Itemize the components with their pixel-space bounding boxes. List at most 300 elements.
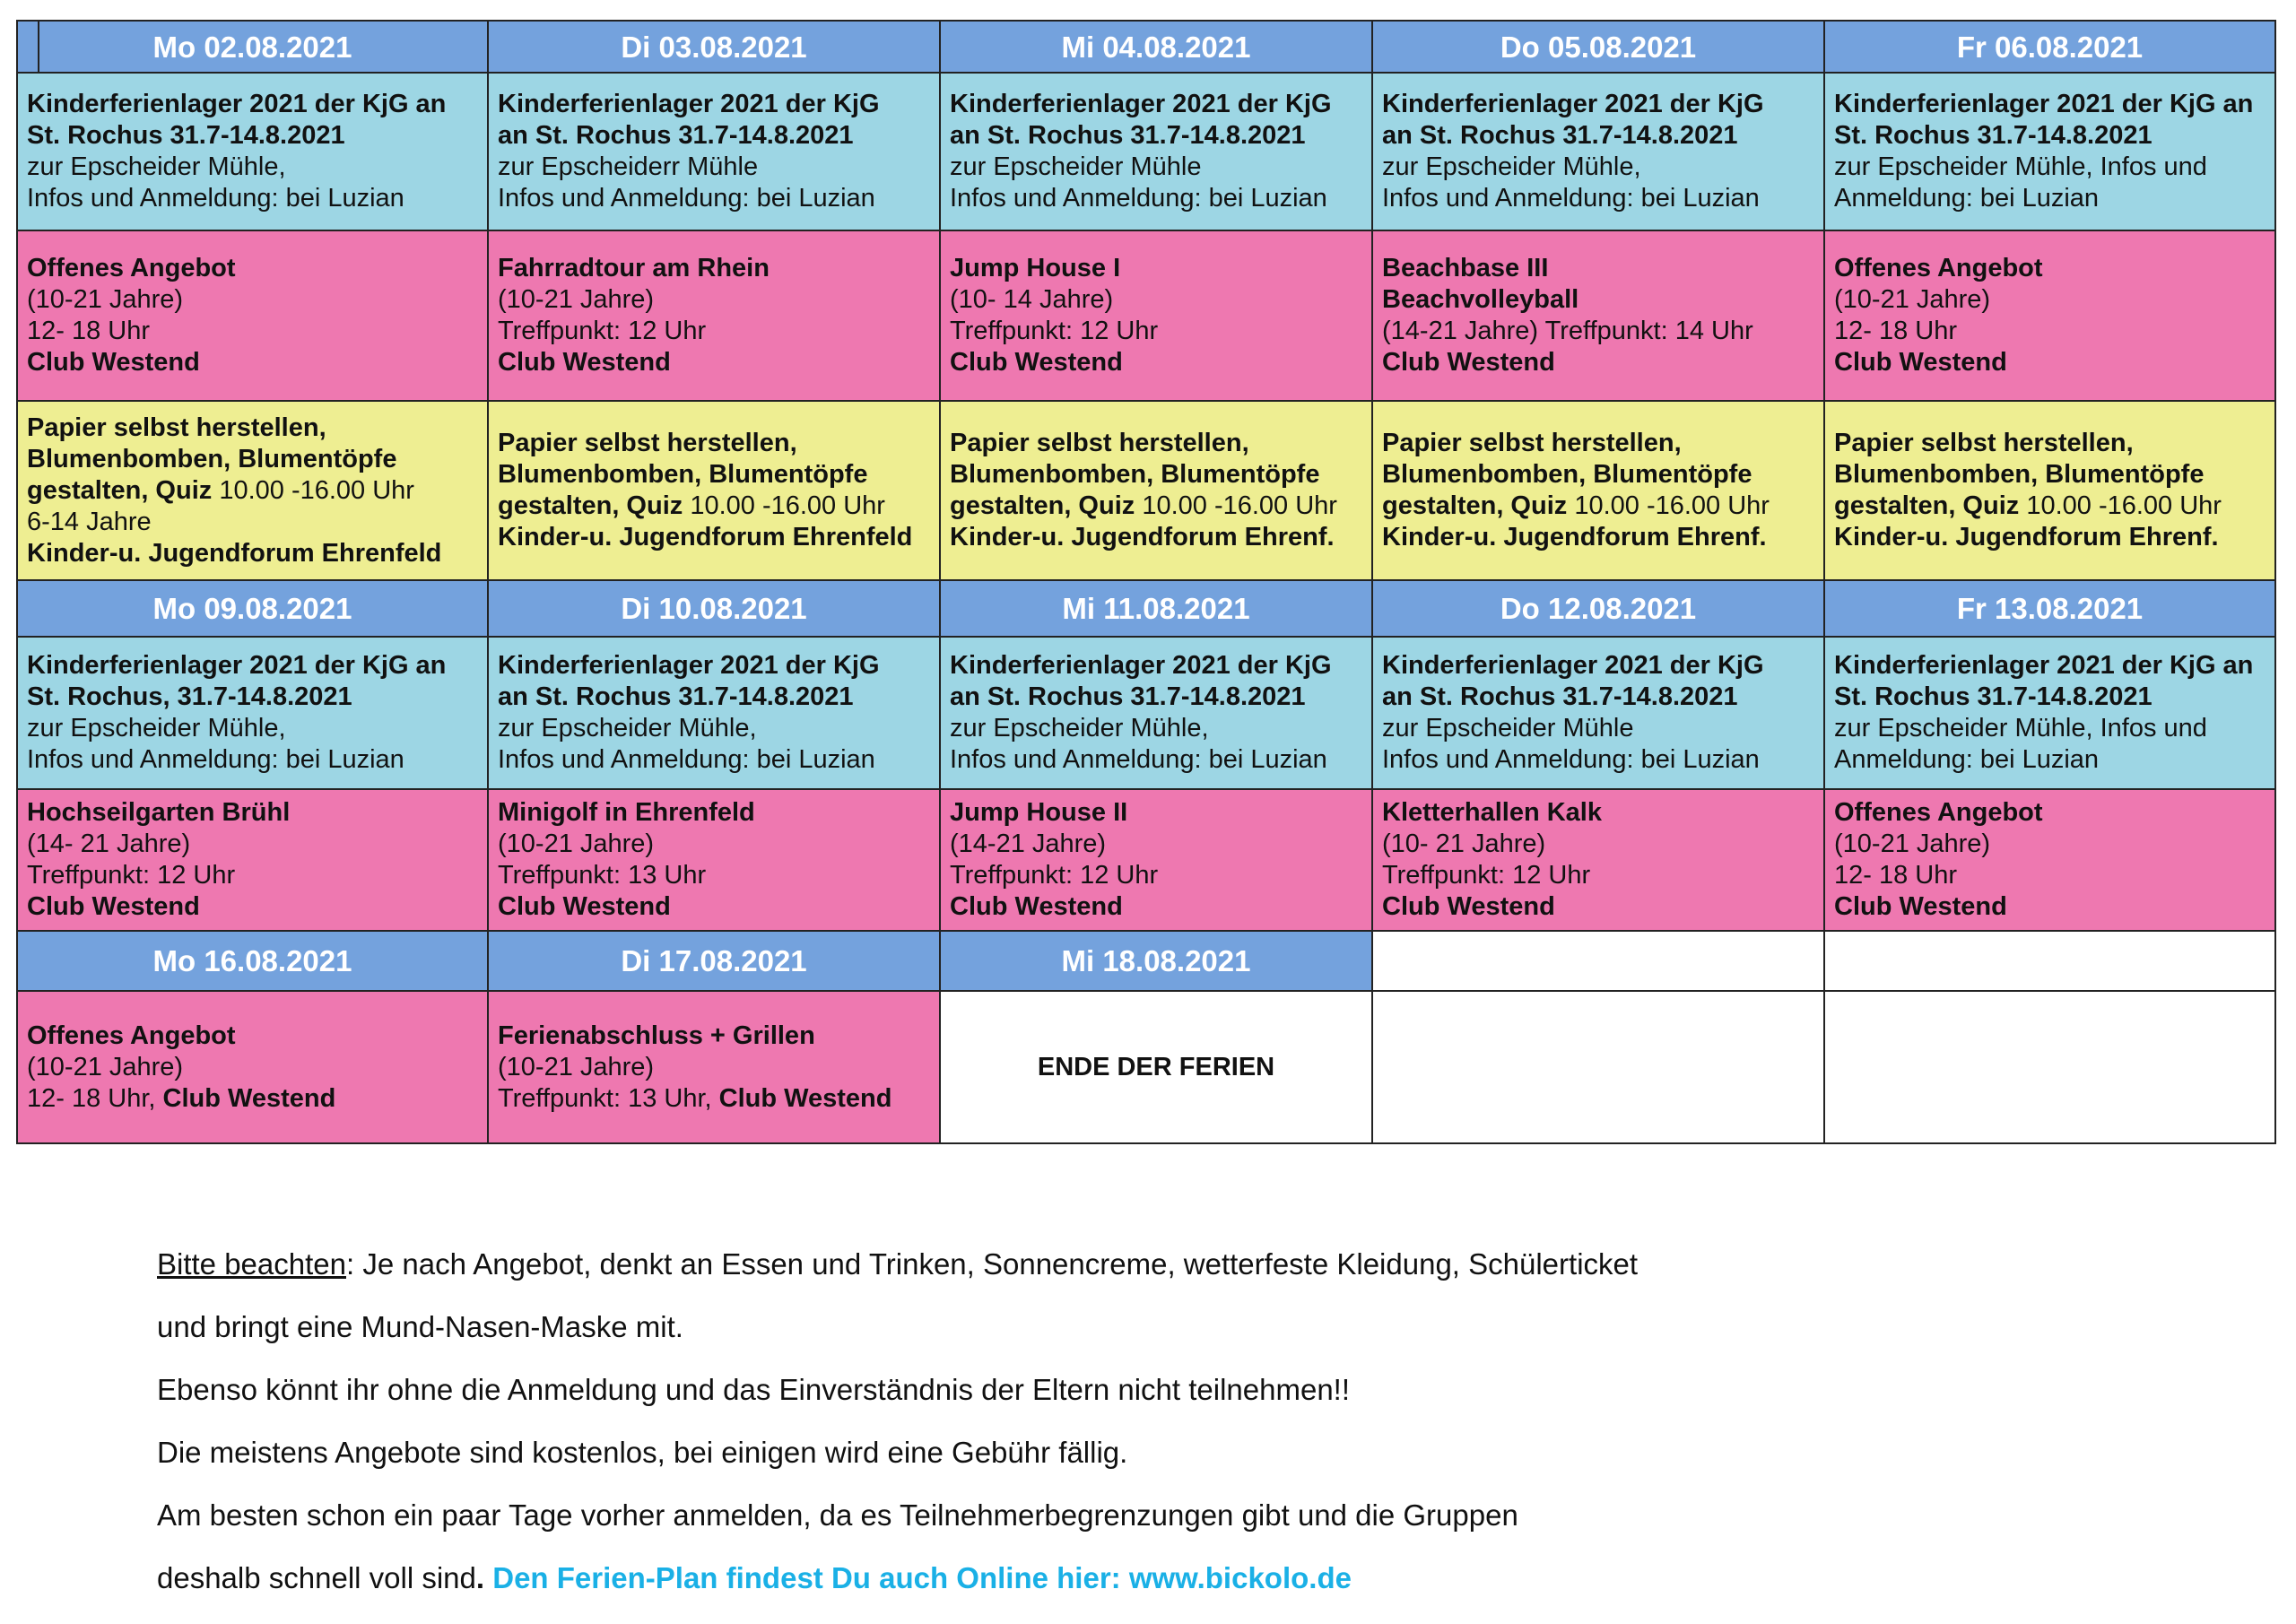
activity-text: Hochseilgarten Brühl xyxy=(27,798,291,827)
activity-line xyxy=(1834,89,2266,120)
activity-cell xyxy=(940,73,1372,230)
activity-line xyxy=(27,444,478,475)
activity-line xyxy=(1382,183,1814,214)
activity-line xyxy=(27,538,478,569)
activity-text: (10-21 Jahre) xyxy=(498,829,655,858)
empty-header-cell xyxy=(1824,931,2275,991)
activity-line xyxy=(27,860,478,891)
activity-text: Blumenbomben, Blumentöpfe xyxy=(498,460,868,489)
activity-text: Infos und Anmeldung: bei Luzian xyxy=(27,745,404,774)
activity-text: Offenes Angebot xyxy=(27,1020,236,1050)
activity-cell xyxy=(1824,789,2275,931)
activity-text: 6-14 Jahre xyxy=(27,507,152,536)
activity-cell xyxy=(488,230,940,401)
activity-line xyxy=(1834,650,2266,682)
activity-line xyxy=(950,744,1362,776)
activity-text: Infos und Anmeldung: bei Luzian xyxy=(498,745,875,774)
activity-line xyxy=(1382,120,1814,152)
activity-line xyxy=(27,316,478,347)
activity-text: Beachbase III xyxy=(1382,254,1549,282)
activity-text: Blumenbomben, Blumentöpfe xyxy=(27,444,397,473)
activity-line xyxy=(950,522,1362,553)
activity-cell xyxy=(1372,230,1824,401)
activity-text: Infos und Anmeldung: bei Luzian xyxy=(950,184,1327,213)
activity-text: (10-21 Jahre) xyxy=(1834,829,1991,858)
activity-cell xyxy=(488,401,940,580)
activity-text: an St. Rochus 31.7-14.8.2021 xyxy=(1382,682,1738,711)
activity-text: Fahrradtour am Rhein xyxy=(498,254,770,282)
activity-text: Offenes Angebot xyxy=(1834,254,2043,282)
activity-line xyxy=(498,744,930,776)
note-line-5: Am besten schon ein paar Tage vorher anmelden, da es Teilnehmerbegrenzungen gibt und die Gruppen xyxy=(157,1498,1518,1532)
activity-row xyxy=(17,401,2275,580)
empty-header-cell xyxy=(1372,931,1824,991)
activity-cell xyxy=(488,991,940,1143)
note-line-1 xyxy=(157,1233,2220,1296)
activity-line xyxy=(498,1083,930,1115)
activity-text: Treffpunkt: 12 Uhr xyxy=(950,861,1159,890)
activity-line xyxy=(1382,650,1814,682)
activity-line xyxy=(27,413,478,444)
activity-location: Club Westend xyxy=(155,1083,336,1113)
activity-line xyxy=(950,428,1362,459)
day-header xyxy=(1372,580,1824,637)
activity-line xyxy=(498,829,930,860)
activity-line xyxy=(1382,829,1814,860)
activity-line xyxy=(498,152,930,183)
activity-line xyxy=(1834,253,2266,284)
day-header xyxy=(17,21,488,73)
activity-cell xyxy=(1372,637,1824,789)
activity-text: Blumenbomben, Blumentöpfe xyxy=(1382,460,1752,489)
activity-line xyxy=(950,860,1362,891)
activity-text: Kinder-u. Jugendforum Ehrenfeld xyxy=(27,538,442,568)
empty-cell xyxy=(1372,991,1824,1143)
activity-cell xyxy=(17,230,488,401)
activity-text: Club Westend xyxy=(27,892,200,921)
week-header-row xyxy=(17,21,2275,73)
activity-time: 10.00 -16.00 Uhr xyxy=(683,491,885,520)
activity-line xyxy=(1382,522,1814,553)
activity-text: gestalten, Quiz xyxy=(27,475,213,505)
activity-text: an St. Rochus 31.7-14.8.2021 xyxy=(498,121,854,150)
activity-text: Club Westend xyxy=(1834,348,2007,377)
activity-line xyxy=(27,1052,478,1083)
activity-line xyxy=(1382,860,1814,891)
activity-text: (10-21 Jahre) xyxy=(27,285,184,314)
activity-text: zur Epscheiderr Mühle xyxy=(498,152,759,181)
activity-line xyxy=(27,183,478,214)
activity-text: 12- 18 Uhr xyxy=(1834,861,1958,890)
activity-text: Treffpunkt: 12 Uhr xyxy=(950,317,1159,345)
day-header xyxy=(1824,21,2275,73)
activity-cell xyxy=(17,401,488,580)
activity-text: Papier selbst herstellen, xyxy=(1834,429,2134,457)
activity-line xyxy=(950,1052,1362,1083)
activity-line xyxy=(1382,347,1814,378)
activity-line xyxy=(950,89,1362,120)
activity-text: Papier selbst herstellen, xyxy=(950,429,1249,457)
activity-line xyxy=(950,253,1362,284)
activity-line xyxy=(27,891,478,923)
activity-text: gestalten, Quiz xyxy=(1382,491,1568,520)
activity-line xyxy=(1834,860,2266,891)
day-header-label: Mo 16.08.2021 xyxy=(152,944,352,977)
activity-line xyxy=(950,120,1362,152)
activity-line xyxy=(1834,152,2266,183)
activity-text: Club Westend xyxy=(27,348,200,377)
activity-line xyxy=(950,713,1362,744)
activity-text: St. Rochus 31.7-14.8.2021 xyxy=(1834,121,2152,150)
activity-text: zur Epscheider Mühle, Infos und xyxy=(1834,714,2207,743)
activity-text: zur Epscheider Mühle, xyxy=(27,152,286,181)
activity-line xyxy=(498,89,930,120)
day-header-label: Di 17.08.2021 xyxy=(621,944,807,977)
activity-text: an St. Rochus 31.7-14.8.2021 xyxy=(950,121,1306,150)
day-header xyxy=(17,580,488,637)
activity-line xyxy=(1382,713,1814,744)
day-header-label: Mi 18.08.2021 xyxy=(1061,944,1251,977)
activity-location: Club Westend xyxy=(711,1083,892,1113)
day-header xyxy=(1372,21,1824,73)
activity-line xyxy=(498,1020,930,1052)
day-header xyxy=(488,931,940,991)
week-header-row xyxy=(17,580,2275,637)
activity-text: Club Westend xyxy=(498,348,671,377)
activity-text: Kinderferienlager 2021 der KjG xyxy=(950,651,1332,680)
activity-text: Infos und Anmeldung: bei Luzian xyxy=(1382,184,1760,213)
activity-line xyxy=(498,459,930,491)
activity-line xyxy=(1834,744,2266,776)
activity-text: Anmeldung: bei Luzian xyxy=(1834,184,2100,213)
activity-text: (14-21 Jahre) Treffpunkt: 14 Uhr xyxy=(1382,317,1753,345)
activity-line xyxy=(950,347,1362,378)
activity-text: Club Westend xyxy=(498,892,671,921)
activity-line xyxy=(950,829,1362,860)
activity-line xyxy=(27,682,478,713)
activity-text: Kinderferienlager 2021 der KjG xyxy=(1382,651,1764,680)
activity-line xyxy=(498,316,930,347)
day-header xyxy=(1824,580,2275,637)
activity-text: Blumenbomben, Blumentöpfe xyxy=(950,460,1320,489)
activity-text: Minigolf in Ehrenfeld xyxy=(498,798,755,827)
activity-line xyxy=(1382,253,1814,284)
activity-text: ENDE DER FERIEN xyxy=(1037,1052,1275,1081)
activity-line xyxy=(1382,459,1814,491)
activity-text: zur Epscheider Mühle, xyxy=(950,714,1209,743)
activity-line xyxy=(27,650,478,682)
day-header-label: Do 12.08.2021 xyxy=(1500,592,1697,625)
activity-line xyxy=(1834,713,2266,744)
activity-text: (10- 14 Jahre) xyxy=(950,285,1114,314)
activity-line xyxy=(498,682,930,713)
activity-line xyxy=(498,891,930,923)
activity-text: zur Epscheider Mühle, xyxy=(498,714,757,743)
activity-text: Infos und Anmeldung: bei Luzian xyxy=(950,745,1327,774)
activity-text: 12- 18 Uhr, xyxy=(27,1083,156,1113)
activity-text: Papier selbst herstellen, xyxy=(27,413,326,442)
activity-text: (10- 21 Jahre) xyxy=(1382,829,1546,858)
activity-cell xyxy=(940,637,1372,789)
activity-line xyxy=(1834,522,2266,553)
activity-time: 10.00 -16.00 Uhr xyxy=(1567,491,1770,520)
activity-line xyxy=(498,650,930,682)
day-header-label: Fr 06.08.2021 xyxy=(1956,30,2144,64)
activity-line xyxy=(27,507,478,538)
activity-cell xyxy=(1824,637,2275,789)
activity-line xyxy=(498,284,930,316)
day-header xyxy=(488,21,940,73)
activity-cell xyxy=(1824,401,2275,580)
activity-text: Infos und Anmeldung: bei Luzian xyxy=(498,184,875,213)
activity-text: Treffpunkt: 12 Uhr xyxy=(27,861,236,890)
activity-text: an St. Rochus 31.7-14.8.2021 xyxy=(1382,121,1738,150)
activity-text: Jump House I xyxy=(950,254,1121,282)
activity-time: 10.00 -16.00 Uhr xyxy=(2019,491,2222,520)
note-line-1-text: : Je nach Angebot, denkt an Essen und Trinken, Sonnencreme, wetterfeste Kleidung, Schülerticket xyxy=(346,1247,1639,1281)
activity-text: St. Rochus 31.7-14.8.2021 xyxy=(27,121,345,150)
activity-text: St. Rochus, 31.7-14.8.2021 xyxy=(27,682,352,711)
activity-row xyxy=(17,230,2275,401)
activity-text: zur Epscheider Mühle, xyxy=(1382,152,1641,181)
notes-section xyxy=(157,1233,2220,1610)
activity-text: Kinderferienlager 2021 der KjG an xyxy=(1834,651,2254,680)
day-header-label: Mo 09.08.2021 xyxy=(152,592,352,625)
activity-cell xyxy=(940,401,1372,580)
activity-row xyxy=(17,637,2275,789)
activity-text: Beachvolleyball xyxy=(1382,285,1579,314)
activity-text: gestalten, Quiz xyxy=(950,491,1135,520)
activity-text: Treffpunkt: 12 Uhr xyxy=(498,317,707,345)
activity-line xyxy=(1834,459,2266,491)
activity-text: Club Westend xyxy=(1382,892,1555,921)
activity-line xyxy=(1834,797,2266,829)
activity-text: (10-21 Jahre) xyxy=(498,1052,655,1081)
activity-text: Club Westend xyxy=(950,892,1123,921)
activity-line xyxy=(950,797,1362,829)
activity-line xyxy=(950,682,1362,713)
activity-cell xyxy=(488,73,940,230)
activity-text: Club Westend xyxy=(1382,348,1555,377)
activity-line xyxy=(498,713,930,744)
activity-text: Club Westend xyxy=(1834,892,2007,921)
activity-text: zur Epscheider Mühle, xyxy=(27,714,286,743)
activity-line xyxy=(27,152,478,183)
activity-text: 12- 18 Uhr xyxy=(1834,317,1958,345)
activity-cell xyxy=(940,789,1372,931)
note-label: Bitte beachten xyxy=(157,1247,346,1281)
activity-text: an St. Rochus 31.7-14.8.2021 xyxy=(950,682,1306,711)
activity-line xyxy=(498,491,930,522)
header-divider xyxy=(38,22,39,72)
activity-line xyxy=(498,522,930,553)
activity-line xyxy=(27,1020,478,1052)
activity-row xyxy=(17,789,2275,931)
day-header xyxy=(17,931,488,991)
activity-line xyxy=(950,284,1362,316)
activity-row xyxy=(17,991,2275,1143)
activity-text: Jump House II xyxy=(950,798,1128,827)
day-header-label: Mi 11.08.2021 xyxy=(1062,592,1250,625)
activity-line xyxy=(498,253,930,284)
note-line-4: Die meistens Angebote sind kostenlos, bei einigen wird eine Gebühr fällig. xyxy=(157,1436,1128,1469)
activity-line xyxy=(1382,491,1814,522)
activity-line xyxy=(498,428,930,459)
activity-line xyxy=(27,347,478,378)
activity-cell xyxy=(940,230,1372,401)
activity-cell xyxy=(1824,73,2275,230)
day-header-label: Fr 13.08.2021 xyxy=(1956,592,2144,625)
activity-line xyxy=(27,1083,478,1115)
activity-line xyxy=(1382,428,1814,459)
activity-text: (10-21 Jahre) xyxy=(498,285,655,314)
activity-cell xyxy=(17,789,488,931)
activity-line xyxy=(498,797,930,829)
day-header xyxy=(488,580,940,637)
activity-text: Kinderferienlager 2021 der KjG xyxy=(498,651,880,680)
activity-line xyxy=(1834,120,2266,152)
note-line-6-dot: . xyxy=(475,1561,485,1594)
activity-text: gestalten, Quiz xyxy=(498,491,683,520)
activity-line xyxy=(27,253,478,284)
activity-line xyxy=(950,183,1362,214)
day-header-label: Di 10.08.2021 xyxy=(621,592,807,625)
activity-text: an St. Rochus 31.7-14.8.2021 xyxy=(498,682,854,711)
activity-text: Kinderferienlager 2021 der KjG xyxy=(950,90,1332,118)
activity-cell xyxy=(1372,401,1824,580)
activity-text: Blumenbomben, Blumentöpfe xyxy=(1834,460,2205,489)
activity-line xyxy=(498,347,930,378)
activity-text: Kinderferienlager 2021 der KjG an xyxy=(27,651,447,680)
activity-text: zur Epscheider Mühle xyxy=(1382,714,1634,743)
activity-line xyxy=(1382,891,1814,923)
activity-line xyxy=(27,744,478,776)
activity-line xyxy=(27,829,478,860)
website-link[interactable]: Den Ferien-Plan findest Du auch Online hier: www.bickolo.de xyxy=(484,1561,1352,1594)
activity-line xyxy=(1382,797,1814,829)
activity-text: (10-21 Jahre) xyxy=(1834,285,1991,314)
activity-text: Kletterhallen Kalk xyxy=(1382,798,1602,827)
activity-text: zur Epscheider Mühle, Infos und xyxy=(1834,152,2207,181)
day-header-label: Di 03.08.2021 xyxy=(621,30,807,64)
activity-text: Kinder-u. Jugendforum Ehrenf. xyxy=(1834,523,2219,551)
activity-line xyxy=(1834,316,2266,347)
schedule-body xyxy=(17,21,2275,1143)
activity-line xyxy=(498,120,930,152)
activity-line xyxy=(1382,152,1814,183)
activity-cell xyxy=(1372,73,1824,230)
activity-cell xyxy=(1372,789,1824,931)
empty-cell xyxy=(1824,991,2275,1143)
activity-cell xyxy=(17,73,488,230)
day-header xyxy=(940,931,1372,991)
activity-text: Kinder-u. Jugendforum Ehrenf. xyxy=(950,523,1335,551)
activity-line xyxy=(1382,89,1814,120)
activity-text: Kinder-u. Jugendforum Ehrenf. xyxy=(1382,523,1767,551)
day-header xyxy=(940,580,1372,637)
activity-cell xyxy=(488,789,940,931)
activity-line xyxy=(1834,682,2266,713)
activity-line xyxy=(950,152,1362,183)
activity-text: Ferienabschluss + Grillen xyxy=(498,1020,815,1050)
activity-text: Offenes Angebot xyxy=(27,254,236,282)
activity-line xyxy=(1834,347,2266,378)
activity-line xyxy=(498,860,930,891)
activity-text: 12- 18 Uhr xyxy=(27,317,151,345)
activity-row xyxy=(17,73,2275,230)
activity-time: 10.00 -16.00 Uhr xyxy=(212,475,414,505)
activity-line xyxy=(950,491,1362,522)
activity-line xyxy=(1834,491,2266,522)
activity-line xyxy=(27,284,478,316)
activity-text: Treffpunkt: 12 Uhr xyxy=(1382,861,1591,890)
activity-line xyxy=(1382,316,1814,347)
activity-text: St. Rochus 31.7-14.8.2021 xyxy=(1834,682,2152,711)
activity-line xyxy=(498,1052,930,1083)
activity-text: Club Westend xyxy=(950,348,1123,377)
activity-line xyxy=(950,316,1362,347)
activity-text: Infos und Anmeldung: bei Luzian xyxy=(1382,745,1760,774)
activity-line xyxy=(498,183,930,214)
day-header xyxy=(940,21,1372,73)
holiday-schedule-table xyxy=(16,20,2276,1144)
activity-cell xyxy=(940,991,1372,1143)
activity-line xyxy=(950,650,1362,682)
day-header-label: Mi 04.08.2021 xyxy=(1061,30,1251,64)
activity-text: (10-21 Jahre) xyxy=(27,1052,184,1081)
activity-line xyxy=(950,891,1362,923)
activity-text: Kinderferienlager 2021 der KjG xyxy=(498,90,880,118)
day-header-label: Mo 02.08.2021 xyxy=(152,30,352,64)
activity-text: Papier selbst herstellen, xyxy=(1382,429,1682,457)
activity-text: (14-21 Jahre) xyxy=(950,829,1107,858)
activity-line xyxy=(27,475,478,507)
activity-line xyxy=(1382,744,1814,776)
activity-text: Infos und Anmeldung: bei Luzian xyxy=(27,184,404,213)
activity-line xyxy=(1834,891,2266,923)
activity-cell xyxy=(17,991,488,1143)
activity-text: Treffpunkt: 13 Uhr, xyxy=(498,1083,712,1113)
activity-line xyxy=(1834,428,2266,459)
activity-line xyxy=(1382,682,1814,713)
activity-cell xyxy=(488,637,940,789)
week-header-row xyxy=(17,931,2275,991)
note-line-6-text: deshalb schnell voll sind xyxy=(157,1561,476,1594)
activity-line xyxy=(1834,284,2266,316)
activity-line xyxy=(1834,829,2266,860)
activity-cell xyxy=(1824,230,2275,401)
activity-text: Papier selbst herstellen, xyxy=(498,429,797,457)
activity-line xyxy=(1834,183,2266,214)
activity-text: gestalten, Quiz xyxy=(1834,491,2020,520)
activity-text: Kinderferienlager 2021 der KjG xyxy=(1382,90,1764,118)
activity-line xyxy=(27,713,478,744)
activity-text: Kinder-u. Jugendforum Ehrenfeld xyxy=(498,523,913,551)
activity-line xyxy=(27,120,478,152)
note-line-3: Ebenso könnt ihr ohne die Anmeldung und das Einverständnis der Eltern nicht teilnehmen!! xyxy=(157,1373,1351,1406)
activity-cell xyxy=(17,637,488,789)
activity-text: Kinderferienlager 2021 der KjG an xyxy=(27,90,447,118)
activity-line xyxy=(1382,284,1814,316)
activity-text: (14- 21 Jahre) xyxy=(27,829,191,858)
activity-line xyxy=(950,459,1362,491)
day-header-label: Do 05.08.2021 xyxy=(1500,30,1697,64)
activity-text: zur Epscheider Mühle xyxy=(950,152,1202,181)
activity-text: Anmeldung: bei Luzian xyxy=(1834,745,2100,774)
note-line-2: und bringt eine Mund-Nasen-Maske mit. xyxy=(157,1310,683,1343)
activity-text: Kinderferienlager 2021 der KjG an xyxy=(1834,90,2254,118)
activity-text: Treffpunkt: 13 Uhr xyxy=(498,861,707,890)
